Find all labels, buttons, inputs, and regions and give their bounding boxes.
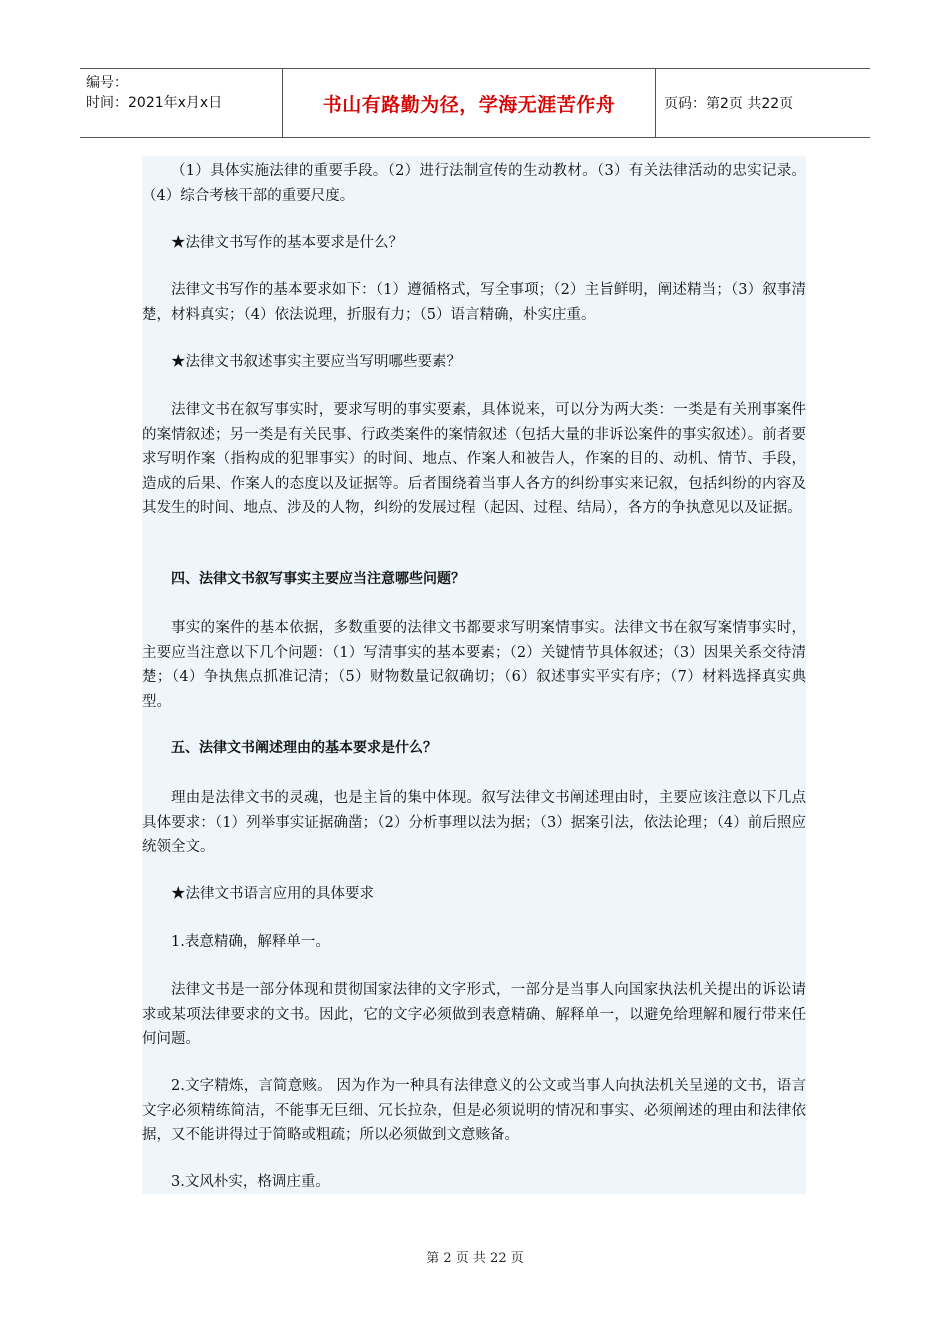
paragraph: 理由是法律文书的灵魂，也是主旨的集中体现。叙写法律文书阐述理由时，主要应该注意以下几点具体要求：（1）列举事实证据确凿；（2）分析事理以法为据；（3）据案引法，依法论理；（4）前后照应统领全文。 (142, 790, 806, 855)
paragraph: 法律文书在叙写事实时，要求写明的事实要素，具体说来，可以分为两大类：一类是有关刑事案件的案情叙述；另一类是有关民事、行政类案件的案情叙述（包括大量的非诉讼案件的事实叙述）。前者要求写明作案（指构成的犯罪事实）的时间、地点、作案人和被告人，作案的目的、动机、情节、手段，造成的后果、作案人的态度以及证据等。后者围绕着当事人各方的纠纷事实来记叙，包括纠纷的内容及其发生的时间、地点、涉及的人物，纠纷的发展过程（起因、过程、结局），各方的争执意见以及证据。 (142, 402, 806, 516)
paragraph: 法律文书写作的基本要求如下：（1）遵循格式，写全事项；（2）主旨鲜明，阐述精当；（3）叙事清楚，材料真实；（4）依法说理，折服有力；（5）语言精确，朴实庄重。 (142, 282, 806, 323)
time-label: 时间：2021年x月x日 (86, 95, 223, 111)
paragraph: 2.文字精炼，言简意赅。 因为作为一种具有法律意义的公文或当事人向执法机关呈递的文书，语言文字必须精练简洁，不能事无巨细、冗长拉杂，但是必须说明的情况和事实、必须阐述的理由和法律依据，又不能讲得过于简略或粗疏；所以必须做到文意赅备。 (142, 1078, 806, 1143)
page-footer: 第 2 页 共 22 页 (426, 1251, 524, 1266)
question-heading: ★法律文书语言应用的具体要求 (171, 886, 374, 902)
paragraph: 法律文书是一部分体现和贯彻国家法律的文字形式，一部分是当事人向国家执法机关提出的诉讼请求或某项法律要求的文书。因此，它的文字必须做到表意精确、解释单一，以避免给理解和履行带来任何问题。 (142, 982, 806, 1047)
number-label: 编号： (86, 75, 128, 91)
header-page-info: 页码：第2页 共22页 (664, 96, 794, 112)
page-header (80, 68, 870, 138)
question-heading: ★法律文书写作的基本要求是什么？ (171, 235, 403, 251)
header-meta (80, 69, 283, 137)
list-item: 1.表意精确，解释单一。 (171, 934, 330, 950)
section-heading: 五、法律文书阐述理由的基本要求是什么？ (171, 740, 437, 756)
list-item: 3.文风朴实，格调庄重。 (171, 1174, 330, 1190)
document-body (142, 156, 806, 1194)
header-motto: 书山有路勤为径，学海无涯苦作舟 (283, 69, 656, 137)
section-heading: 四、法律文书叙写事实主要应当注意哪些问题？ (171, 571, 465, 587)
paragraph: （1）具体实施法律的重要手段。（2）进行法制宣传的生动教材。（3）有关法律活动的忠实记录。（4）综合考核干部的重要尺度。 (142, 163, 806, 204)
paragraph: 事实的案件的基本依据，多数重要的法律文书都要求写明案情事实。法律文书在叙写案情事实时，主要应当注意以下几个问题：（1）写清事实的基本要素；（2）关键情节具体叙述；（3）因果关系交待清楚；（4）争执焦点抓准记清；（5）财物数量记叙确切；（6）叙述事实平实有序；（7）材料选择真实典型。 (142, 620, 806, 710)
question-heading: ★法律文书叙述事实主要应当写明哪些要素？ (171, 354, 461, 370)
